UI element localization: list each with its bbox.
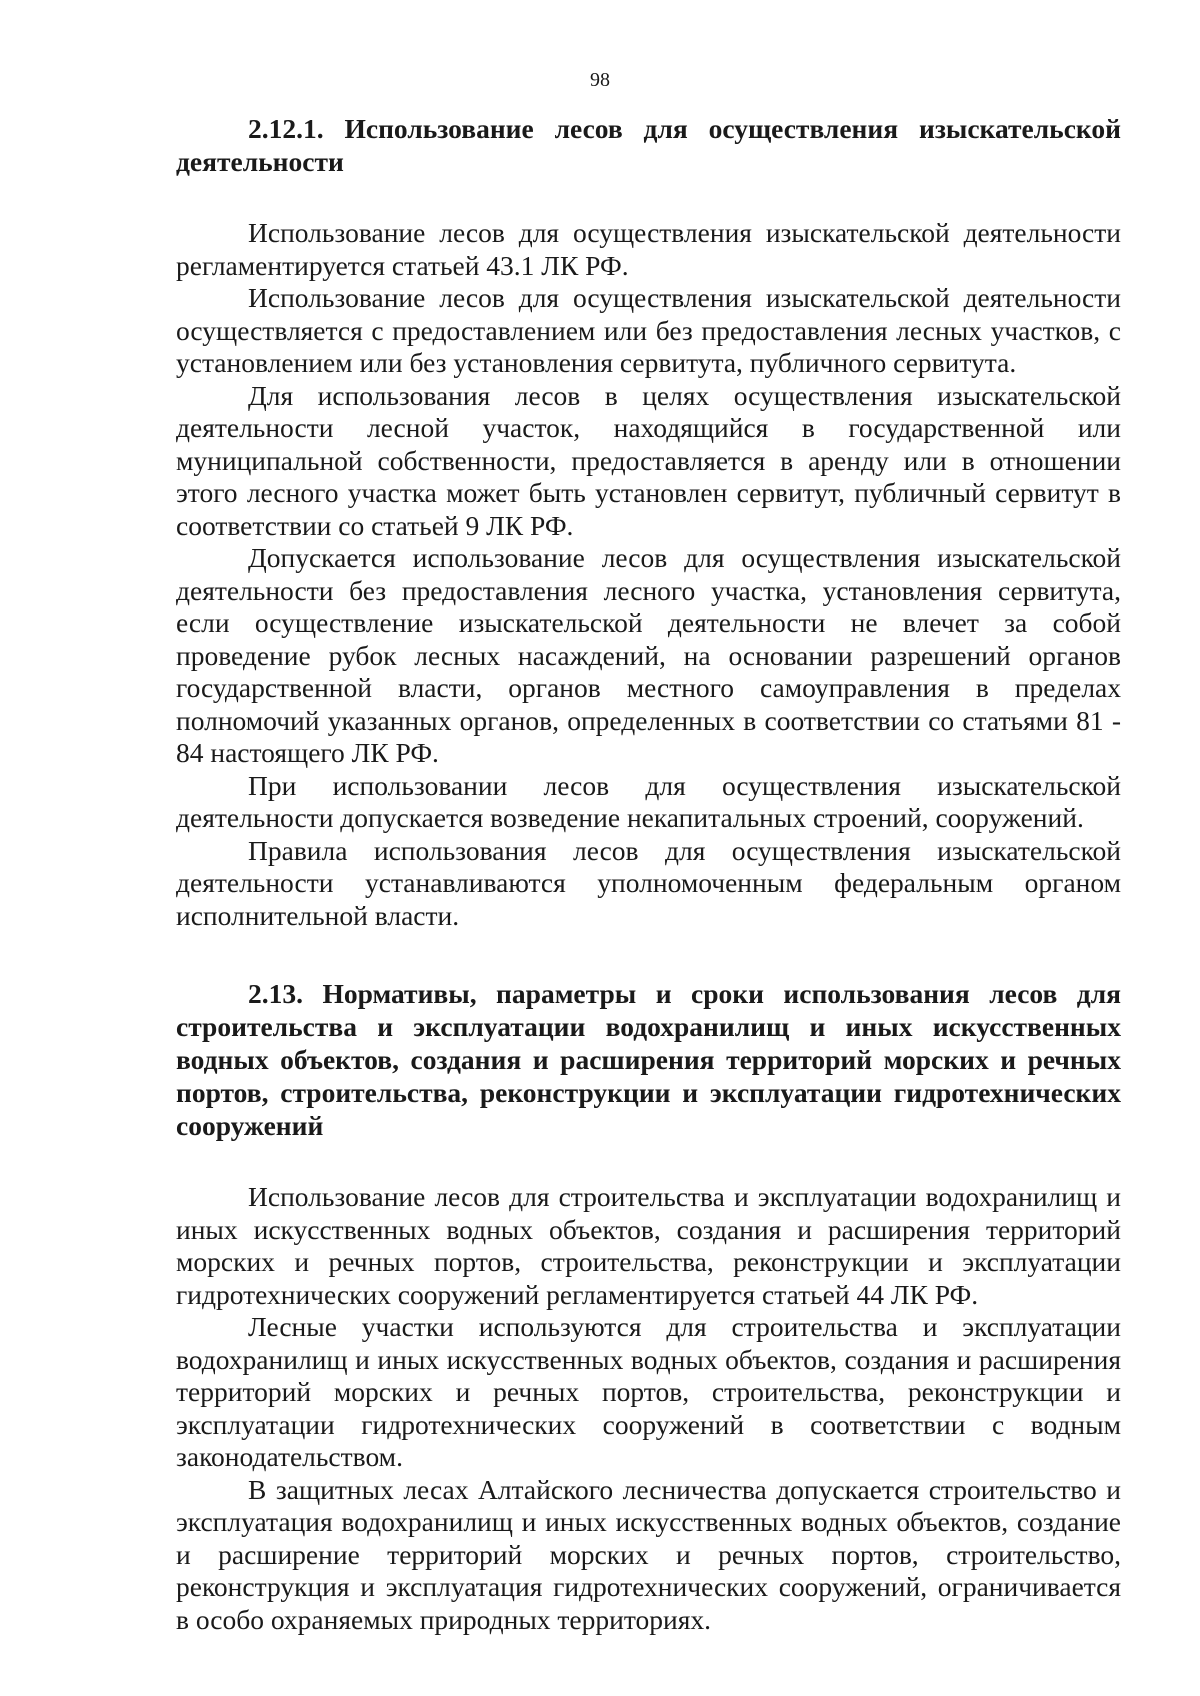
paragraph: Для использования лесов в целях осуществления изыскательской деятельности лесной участок, находящийся в государственной или муниципальной собственности, предоставляется в аренду или в отношении этого лесного участка может быть установлен сервитут, публичный сервитут в соответствии со статьей 9 ЛК РФ. — [176, 379, 1121, 541]
paragraph: Использование лесов для осуществления изыскательской деятельности регламентируется статьей 43.1 ЛК РФ. — [176, 217, 1121, 281]
paragraph: Лесные участки используются для строительства и эксплуатации водохранилищ и иных искусственных водных объектов, создания и расширения территорий морских и речных портов, строительства, реконструкции и эксплуатации гидротехнических сооружений в соответствии с водным законодательством. — [176, 1311, 1121, 1472]
page-content — [176, 112, 1121, 1636]
paragraph: Допускается использование лесов для осуществления изыскательской деятельности без предоставления лесного участка, установления сервитута, если осуществление изыскательской деятельности не влечет за собой проведение рубок лесных насаждений, на основании разрешений органов государственной власти, органов местного самоуправления в пределах полномочий указанных органов, определенных в соответствии со статьями 81 - 84 настоящего ЛК РФ. — [176, 542, 1121, 768]
paragraph: В защитных лесах Алтайского лесничества допускается строительство и эксплуатация водохранилищ и иных искусственных водных объектов, создание и расширение территорий морских и речных портов, строительство, реконструкция и эксплуатация гидротехнических сооружений, ограничивается в особо охраняемых природных территориях. — [176, 1473, 1121, 1635]
page-number: 98 — [590, 69, 610, 91]
paragraph: Правила использования лесов для осуществления изыскательской деятельности устанавливаются уполномоченным федеральным органом исполнительной власти. — [176, 834, 1121, 931]
section-heading-2-12-1: 2.12.1. Использование лесов для осуществления изыскательской деятельности — [176, 113, 1121, 177]
paragraph: Использование лесов для строительства и эксплуатации водохранилищ и иных искусственных водных объектов, создания и расширения территорий морских и речных портов, строительства, реконструкции и эксплуатации гидротехнических сооружений регламентируется статьей 44 ЛК РФ. — [176, 1181, 1121, 1310]
section-heading-2-13: 2.13. Нормативы, параметры и сроки использования лесов для строительства и эксплуатации водохранилищ и иных искусственных водных объектов, создания и расширения территорий морских и речных портов, строительства, реконструкции и эксплуатации гидротехнических сооружений — [176, 978, 1121, 1141]
paragraph: Использование лесов для осуществления изыскательской деятельности осуществляется с предоставлением или без предоставления лесных участков, с установлением или без установления сервитута, публичного сервитута. — [176, 282, 1121, 378]
paragraph: При использовании лесов для осуществления изыскательской деятельности допускается возведение некапитальных строений, сооружений. — [176, 769, 1121, 833]
